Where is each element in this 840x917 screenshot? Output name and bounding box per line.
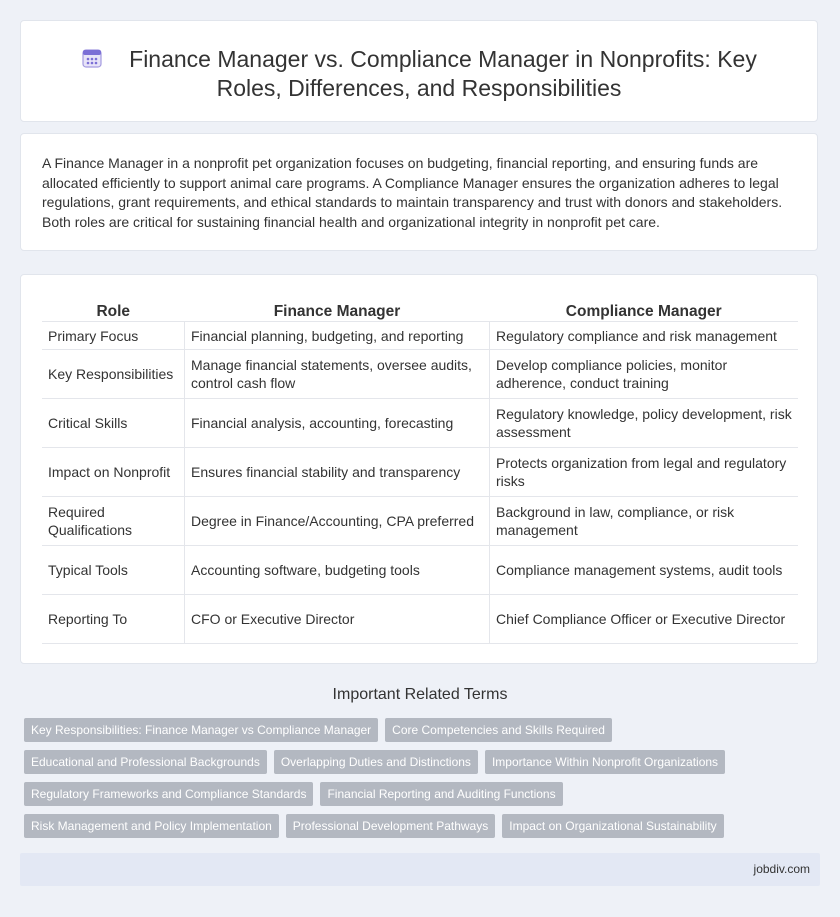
finance-cell: Financial analysis, accounting, forecasting [185,399,490,448]
title-line-1: Finance Manager vs. Compliance Manager in Nonprofits: Key [129,46,757,72]
related-terms-heading: Important Related Terms [332,686,508,703]
intro-paragraph: A Finance Manager in a nonprofit pet organization focuses on budgeting, financial reporting, and ensuring funds are allocated efficiently to support animal care programs. A Compliance Manager ensures the organization adheres to legal regulations, grant requirements, and ethical standards to maintain transparency and trust with donors and stakeholders. Both roles are critical for sustaining financial health and organizational integrity in nonprofit pet care. [42,155,783,230]
header-compliance-manager: Compliance Manager [490,297,799,322]
related-term-tag[interactable]: Overlapping Duties and Distinctions [274,750,478,774]
comparison-table [42,297,798,644]
compliance-cell: Compliance management systems, audit tools [490,546,799,595]
header-finance-manager: Finance Manager [185,297,490,322]
role-cell: Required Qualifications [42,497,185,546]
tag-row [24,782,824,814]
compliance-cell: Regulatory knowledge, policy development, risk assessment [490,399,799,448]
table-row [42,350,798,399]
related-term-tag[interactable]: Professional Development Pathways [286,814,495,838]
tag-row [24,750,824,782]
table-row [42,448,798,497]
compliance-cell: Protects organization from legal and regulatory risks [490,448,799,497]
role-cell: Primary Focus [42,322,185,350]
related-term-tag[interactable]: Importance Within Nonprofit Organizations [485,750,725,774]
finance-cell: Degree in Finance/Accounting, CPA preferred [185,497,490,546]
header-role: Role [42,297,185,322]
role-cell: Reporting To [42,595,185,644]
footer [20,853,820,886]
title-card [20,20,818,122]
table-row [42,595,798,644]
finance-cell: Financial planning, budgeting, and reporting [185,322,490,350]
compliance-cell: Background in law, compliance, or risk management [490,497,799,546]
compliance-cell: Regulatory compliance and risk management [490,322,799,350]
role-cell: Impact on Nonprofit [42,448,185,497]
finance-cell: Ensures financial stability and transparency [185,448,490,497]
footer-site-link[interactable]: jobdiv.com [753,862,810,876]
role-cell: Key Responsibilities [42,350,185,399]
related-term-tag[interactable]: Financial Reporting and Auditing Functions [320,782,562,806]
tag-row [24,718,824,750]
related-term-tag[interactable]: Key Responsibilities: Finance Manager vs Compliance Manager [24,718,378,742]
related-term-tag[interactable]: Impact on Organizational Sustainability [502,814,723,838]
related-term-tag[interactable]: Core Competencies and Skills Required [385,718,612,742]
role-cell: Critical Skills [42,399,185,448]
comparison-card [20,274,818,664]
page-title [21,45,817,103]
title-line-2: Roles, Differences, and Responsibilities [216,75,622,101]
table-header-row [42,297,798,322]
related-term-tag[interactable]: Educational and Professional Backgrounds [24,750,267,774]
calendar-icon [81,47,103,69]
finance-cell: Accounting software, budgeting tools [185,546,490,595]
finance-cell: Manage financial statements, oversee audits, control cash flow [185,350,490,399]
table-row [42,399,798,448]
table-row [42,322,798,350]
compliance-cell: Develop compliance policies, monitor adherence, conduct training [490,350,799,399]
role-cell: Typical Tools [42,546,185,595]
table-row [42,546,798,595]
table-row [42,497,798,546]
tag-row [24,814,824,846]
related-term-tag[interactable]: Regulatory Frameworks and Compliance Standards [24,782,313,806]
finance-cell: CFO or Executive Director [185,595,490,644]
related-terms-tags [24,718,824,846]
related-term-tag[interactable]: Risk Management and Policy Implementation [24,814,279,838]
intro-card [20,133,818,251]
compliance-cell: Chief Compliance Officer or Executive Director [490,595,799,644]
